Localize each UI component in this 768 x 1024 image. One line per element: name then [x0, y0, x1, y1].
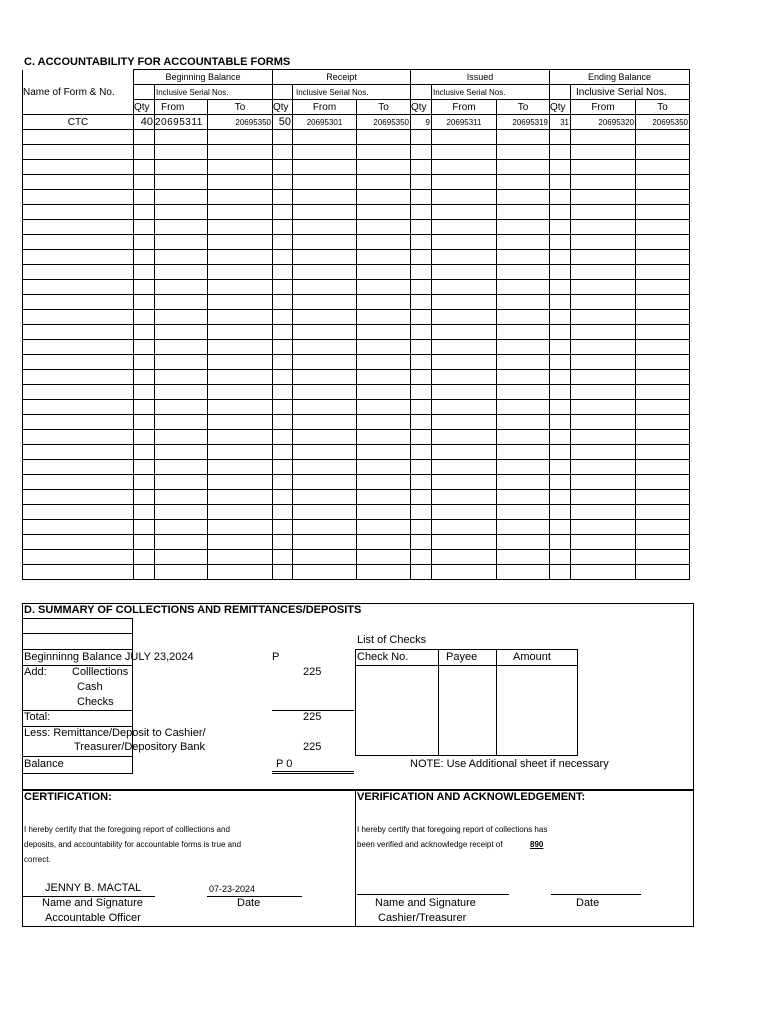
issued-header: Issued [411, 70, 550, 85]
table-row [23, 400, 690, 415]
table-row [23, 295, 690, 310]
table-row [23, 490, 690, 505]
iss-to-cell: 20695319 [497, 115, 550, 130]
table-row [23, 430, 690, 445]
verification-text-1: I hereby certify that foregoing report of collections has [357, 825, 548, 834]
table-row [23, 475, 690, 490]
less-label: Less: Remittance/Deposit to Cashier/ [24, 727, 206, 739]
beg-to-cell: 20695350 [208, 115, 273, 130]
table-row [23, 280, 690, 295]
end-to-cell: 20695350 [636, 115, 690, 130]
rec-to-cell: 20695350 [357, 115, 411, 130]
table-row [23, 355, 690, 370]
qty-header: Qty [411, 100, 432, 115]
beginning-balance-header: Beginning Balance [134, 70, 273, 85]
name-signature-label: Name and Signature [42, 897, 143, 909]
certification-date: 07-23-2024 [209, 884, 256, 894]
iss-from-cell: 20695311 [432, 115, 497, 130]
checks-label: Checks [77, 696, 114, 708]
section-d-title: D. SUMMARY OF COLLECTIONS AND REMITTANCES/DEPOSITS [24, 604, 362, 616]
beginning-balance-label: Beginninng Balance JULY 23,2024 [24, 651, 194, 663]
verification-amount: 890 [530, 840, 544, 849]
form-name-cell: CTC [23, 115, 134, 130]
from-header: From [293, 100, 357, 115]
table-row [23, 325, 690, 340]
total-value: 225 [303, 711, 322, 723]
verification-title: VERIFICATION AND ACKNOWLEDGEMENT: [357, 791, 586, 803]
balance-label: Balance [24, 758, 64, 770]
receipt-header: Receipt [273, 70, 411, 85]
to-header: To [636, 100, 690, 115]
table-row [23, 370, 690, 385]
qty-header: Qty [273, 100, 293, 115]
to-header: To [208, 100, 273, 115]
section-c-title: C. ACCOUNTABILITY FOR ACCOUNTABLE FORMS [24, 56, 291, 68]
qty-header: Qty [134, 100, 155, 115]
table-row [23, 460, 690, 475]
officer-name: JENNY B. MACTAL [45, 882, 142, 894]
inclusive-serial-label: Inclusive Serial Nos. [293, 85, 411, 100]
summary-blank-box [22, 633, 133, 650]
table-row [23, 160, 690, 175]
iss-qty-cell: 9 [411, 115, 432, 130]
table-row [23, 190, 690, 205]
table-row [23, 250, 690, 265]
table-row [23, 175, 690, 190]
table-row [23, 520, 690, 535]
table-row [23, 115, 690, 130]
to-header: To [357, 100, 411, 115]
inclusive-serial-label: Inclusive Serial Nos. [155, 85, 273, 100]
balance-value: P 0 [276, 758, 293, 770]
amount-header: Amount [513, 651, 551, 663]
beg-from-cell: 20695311 [155, 115, 208, 130]
cashier-treasurer-label: Cashier/Treasurer [378, 912, 467, 924]
from-header: From [155, 100, 208, 115]
cash-label: Cash [77, 681, 103, 693]
certification-text-2: deposits, and accountability for accountable forms is true and [24, 840, 242, 849]
end-qty-cell: 31 [550, 115, 571, 130]
peso-sign: P [272, 651, 280, 663]
table-row [23, 535, 690, 550]
verification-text-2: been verified and acknowledge receipt of [357, 840, 503, 849]
less-value: 225 [303, 741, 322, 753]
table-row [23, 205, 690, 220]
accountable-officer-label: Accountable Officer [45, 912, 141, 924]
list-of-checks-title: List of Checks [357, 634, 427, 646]
table-row [23, 565, 690, 580]
accountability-table [22, 69, 690, 580]
check-no-header: Check No. [357, 651, 409, 663]
table-row [23, 130, 690, 145]
inclusive-serial-label: Inclusive Serial Nos. [432, 85, 550, 100]
date-label: Date [576, 897, 600, 909]
inclusive-serial-label: Inclusive Serial Nos. [571, 85, 690, 100]
table-row [23, 310, 690, 325]
note-text: NOTE: Use Additional sheet if necessary [410, 758, 609, 770]
certification-text-3: correct. [24, 855, 51, 864]
summary-blank-box [22, 618, 133, 634]
table-row [23, 340, 690, 355]
table-row [23, 445, 690, 460]
certification-text-1: I hereby certify that the foregoing report of colllections and [24, 825, 230, 834]
payee-header: Payee [446, 651, 478, 663]
table-row [23, 220, 690, 235]
name-signature-label: Name and Signature [375, 897, 476, 909]
table-row [23, 385, 690, 400]
rec-qty-cell: 50 [273, 115, 293, 130]
total-label: Total: [24, 711, 51, 723]
table-row [23, 235, 690, 250]
qty-header: Qty [550, 100, 571, 115]
ending-balance-header: Ending Balance [550, 70, 690, 85]
table-row [23, 505, 690, 520]
certification-title: CERTIFICATION: [24, 791, 112, 803]
table-row [23, 415, 690, 430]
from-header: From [571, 100, 636, 115]
end-from-cell: 20695320 [571, 115, 636, 130]
beg-qty-cell: 40 [134, 115, 155, 130]
to-header: To [497, 100, 550, 115]
less-label-line2: Treasurer/Depository Bank [74, 741, 206, 753]
table-row [23, 265, 690, 280]
add-label: Add: [24, 666, 47, 678]
table-row [23, 550, 690, 565]
collections-value: 225 [303, 666, 322, 678]
collections-label: Colllections [72, 666, 129, 678]
name-of-form-header: Name of Form & No. [23, 85, 134, 100]
date-label: Date [237, 897, 261, 909]
table-row [23, 145, 690, 160]
from-header: From [432, 100, 497, 115]
rec-from-cell: 20695301 [293, 115, 357, 130]
